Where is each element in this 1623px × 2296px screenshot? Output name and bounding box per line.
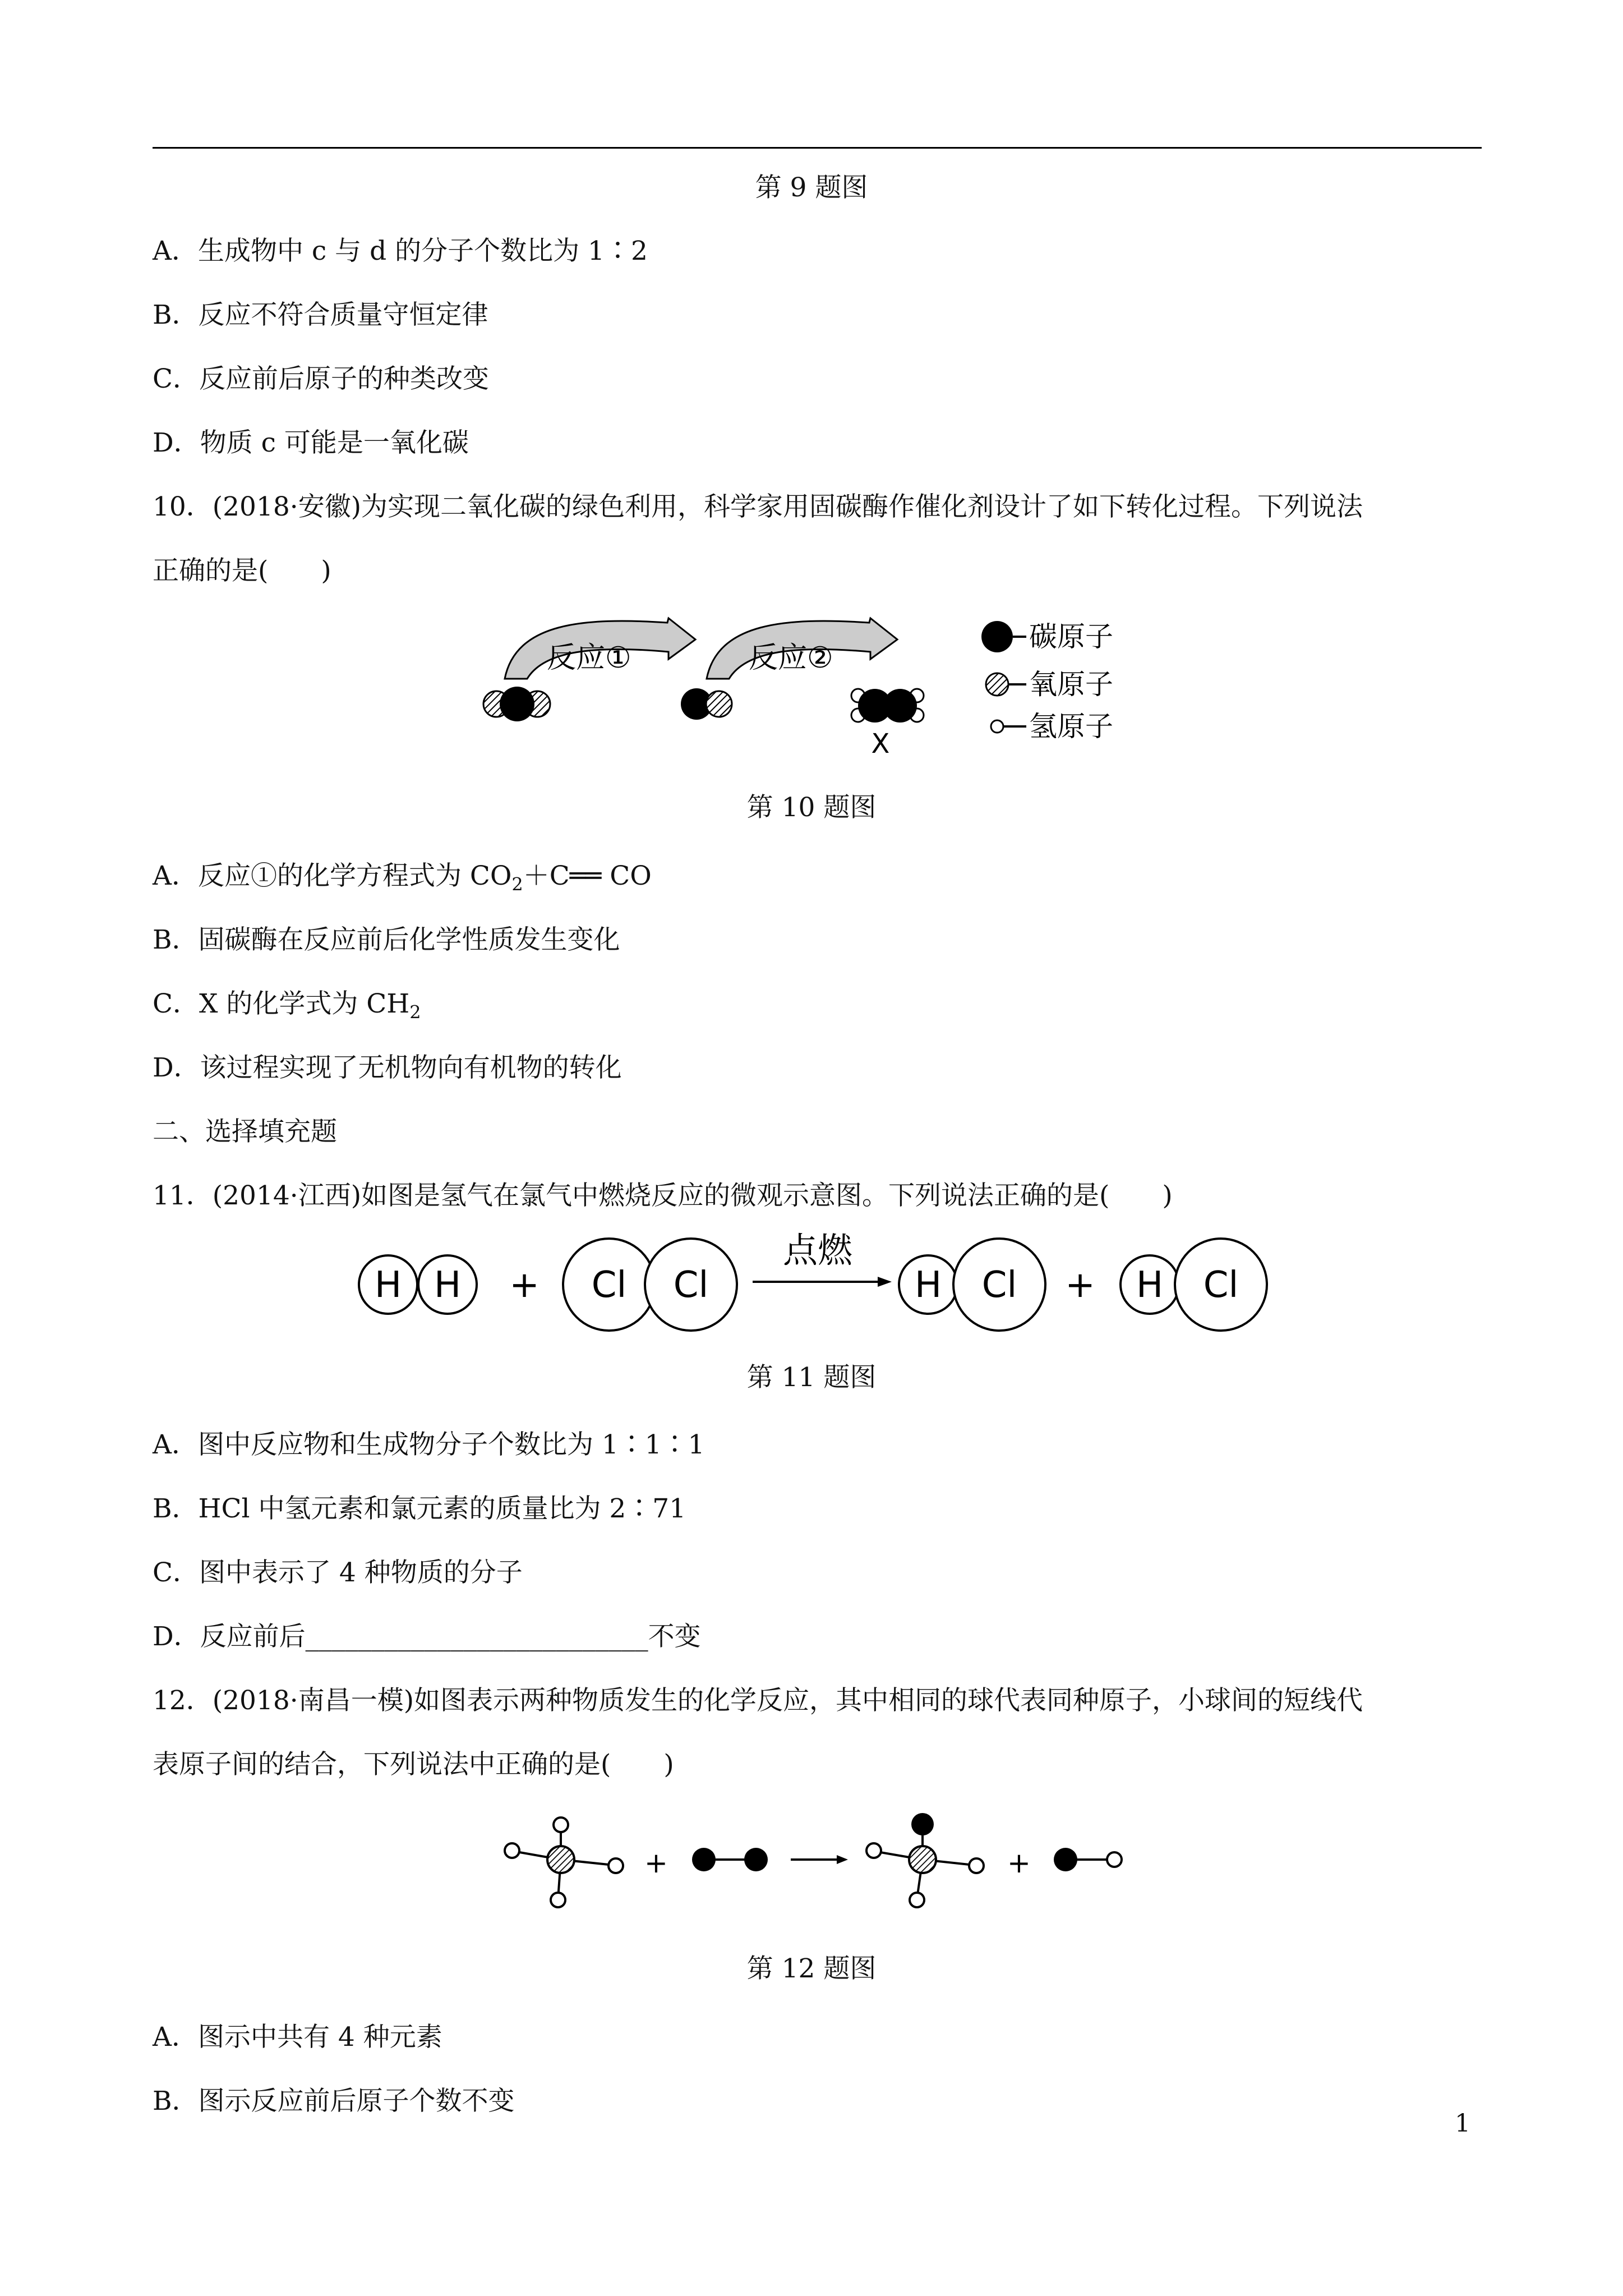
cl-atom: Cl bbox=[981, 1264, 1017, 1306]
reaction-condition: 点燃 bbox=[782, 1230, 853, 1271]
reaction2-label: 反应② bbox=[749, 641, 833, 675]
q10-stem-line2: 正确的是( ) bbox=[153, 555, 331, 586]
h-atom: H bbox=[1136, 1264, 1164, 1306]
q11-stem: 11．(2014·江西)如图是氢气在氯气中燃烧反应的微观示意图。下列说法正确的是( ) bbox=[153, 1180, 1173, 1211]
q11-option-b: B．HCl 中氢元素和氯元素的质量比为 2∶71 bbox=[153, 1493, 686, 1524]
reaction1-label: 反应① bbox=[547, 641, 631, 675]
q10-option-c: C．X 的化学式为 $CH_2$ bbox=[153, 988, 421, 1023]
q10-option-d: D．该过程实现了无机物向有机物的转化 bbox=[153, 1052, 622, 1083]
q11-figure bbox=[353, 1220, 1279, 1343]
q9-option-c: C．反应前后原子的种类改变 bbox=[153, 364, 489, 394]
header-rule bbox=[153, 147, 1482, 149]
cl-atom: Cl bbox=[673, 1264, 709, 1306]
cl-atom: Cl bbox=[591, 1264, 627, 1306]
co2-molecule bbox=[483, 687, 550, 721]
q11-option-a: A．图中反应物和生成物分子个数比为 1∶1∶1 bbox=[153, 1429, 705, 1460]
q11-option-d: D．反应前后__________________________不变 bbox=[153, 1621, 701, 1652]
product-molecule-2 bbox=[1054, 1848, 1122, 1871]
q12-option-a: A．图示中共有 4 种元素 bbox=[153, 2022, 442, 2053]
section-heading: 二、选择填充题 bbox=[153, 1116, 337, 1147]
q9-option-a: A．生成物中 c 与 d 的分子个数比为 1∶2 bbox=[153, 236, 648, 266]
legend-carbon bbox=[981, 620, 1113, 653]
page-number: 1 bbox=[1455, 2109, 1470, 2138]
arrow-head-icon bbox=[878, 1277, 892, 1287]
q9-option-d: D．物质 c 可能是一氧化碳 bbox=[153, 427, 469, 458]
svg-text:氧原子: 氧原子 bbox=[1029, 668, 1113, 701]
co-molecule bbox=[681, 688, 732, 720]
q12-stem-line1: 12．(2018·南昌一模)如图表示两种物质发生的化学反应，其中相同的球代表同种原子，小球间的短线代 bbox=[153, 1685, 1363, 1716]
q11-caption: 第 11 题图 bbox=[746, 1362, 877, 1393]
svg-text:碳原子: 碳原子 bbox=[1029, 620, 1113, 653]
legend-hydrogen bbox=[991, 710, 1113, 743]
q11-option-c: C．图中表示了 4 种物质的分子 bbox=[153, 1557, 523, 1588]
q9-option-b: B．反应不符合质量守恒定律 bbox=[153, 300, 488, 330]
q10-option-b: B．固碳酶在反应前后化学性质发生变化 bbox=[153, 924, 620, 955]
q10-option-a: A．反应①的化学方程式为 $CO_2+C══$ CO bbox=[153, 861, 652, 895]
h-atom: H bbox=[434, 1264, 462, 1306]
plus-sign: + bbox=[1007, 1847, 1031, 1879]
q10-figure bbox=[465, 606, 1195, 769]
arrow-head-icon bbox=[837, 1855, 848, 1864]
x-molecule bbox=[851, 689, 924, 723]
product-molecule-1 bbox=[866, 1813, 984, 1907]
q10-caption: 第 10 题图 bbox=[746, 792, 877, 823]
q12-option-b: B．图示反应前后原子个数不变 bbox=[153, 2086, 515, 2116]
q12-figure bbox=[488, 1803, 1161, 1921]
x-label: X bbox=[871, 728, 890, 760]
h-atom: H bbox=[374, 1264, 402, 1306]
cl-atom: Cl bbox=[1203, 1264, 1239, 1306]
svg-text:氢原子: 氢原子 bbox=[1029, 710, 1113, 743]
q10-stem-line1: 10．(2018·安徽)为实现二氧化碳的绿色利用，科学家用固碳酶作催化剂设计了如下转化过程。下列说法 bbox=[153, 491, 1363, 522]
plus-sign: + bbox=[644, 1847, 668, 1879]
reactant-molecule-2 bbox=[692, 1848, 768, 1871]
plus-sign: + bbox=[509, 1264, 540, 1306]
legend-oxygen bbox=[986, 668, 1113, 701]
plus-sign: + bbox=[1065, 1264, 1095, 1306]
reactant-molecule-1 bbox=[505, 1818, 623, 1907]
h-atom: H bbox=[914, 1264, 942, 1306]
q9-caption: 第 9 题图 bbox=[755, 172, 868, 203]
q12-caption: 第 12 题图 bbox=[746, 1953, 877, 1984]
q12-stem-line2: 表原子间的结合，下列说法中正确的是( ) bbox=[153, 1749, 674, 1780]
